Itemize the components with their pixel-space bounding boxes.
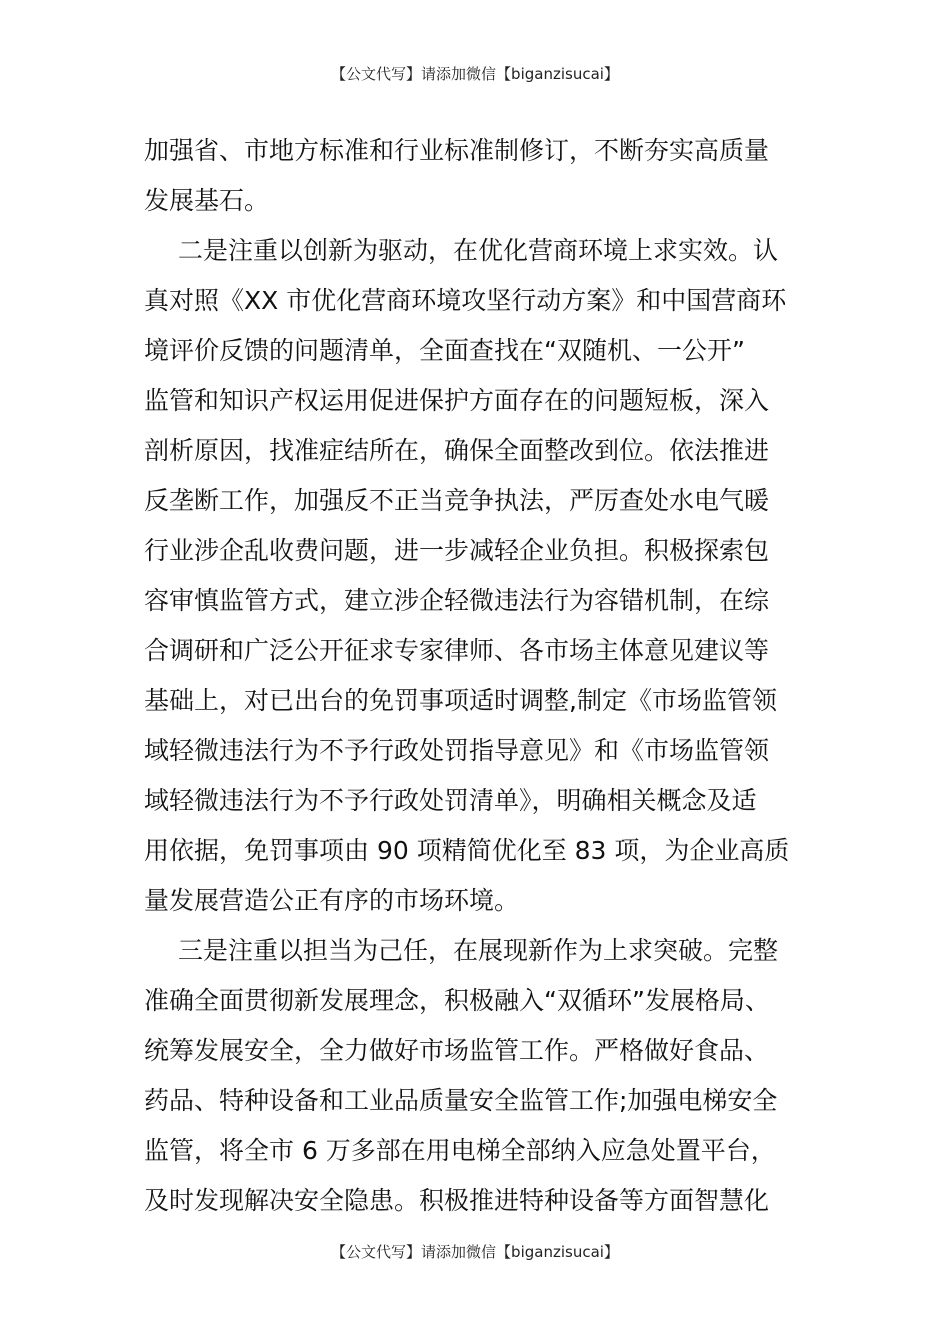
text-line: 监管和知识产权运用促进保护方面存在的问题短板，深入 — [144, 386, 770, 415]
text-line: 发展基石。 — [144, 186, 270, 215]
page-footer: 【公文代写】请添加微信【biganzisucai】 — [331, 1243, 619, 1261]
text-line: 境评价反馈的问题清单，全面查找在“双随机、一公开” — [144, 336, 745, 365]
page-header: 【公文代写】请添加微信【biganzisucai】 — [331, 65, 619, 83]
text-line: 用依据，免罚事项由 90 项精简优化至 83 项，为企业高质 — [144, 836, 790, 865]
text-line: 真对照《XX 市优化营商环境攻坚行动方案》和中国营商环 — [144, 286, 787, 315]
text-line: 域轻微违法行为不予行政处罚清单》，明确相关概念及适 — [144, 786, 757, 815]
text-line: 反垄断工作，加强反不正当竞争执法，严厉查处水电气暖 — [144, 486, 770, 515]
text-line: 域轻微违法行为不予行政处罚指导意见》和《市场监管领 — [144, 736, 770, 765]
text-line: 量发展营造公正有序的市场环境。 — [144, 886, 520, 915]
paragraph-start-line: 三是注重以担当为己任，在展现新作为上求突破。完整 — [178, 936, 779, 965]
text-line: 统筹发展安全，全力做好市场监管工作。严格做好食品、 — [144, 1036, 770, 1065]
text-line: 容审慎监管方式，建立涉企轻微违法行为容错机制，在综 — [144, 586, 770, 615]
text-line: 合调研和广泛公开征求专家律师、各市场主体意见建议等 — [144, 636, 770, 665]
document-body — [144, 126, 804, 1226]
text-line: 监管，将全市 6 万多部在用电梯全部纳入应急处置平台， — [144, 1136, 776, 1165]
text-line: 行业涉企乱收费问题，进一步减轻企业负担。积极探索包 — [144, 536, 770, 565]
text-line: 剖析原因，找准症结所在，确保全面整改到位。依法推进 — [144, 436, 770, 465]
text-line: 基础上，对已出台的免罚事项适时调整,制定《市场监管领 — [144, 686, 777, 715]
text-line: 药品、特种设备和工业品质量安全监管工作;加强电梯安全 — [144, 1086, 778, 1115]
text-line: 加强省、市地方标准和行业标准制修订，不断夯实高质量 — [144, 136, 770, 165]
paragraph-start-line: 二是注重以创新为驱动，在优化营商环境上求实效。认 — [178, 236, 779, 265]
text-line: 及时发现解决安全隐患。积极推进特种设备等方面智慧化 — [144, 1186, 770, 1215]
text-line: 准确全面贯彻新发展理念，积极融入“双循环”发展格局、 — [144, 986, 770, 1015]
